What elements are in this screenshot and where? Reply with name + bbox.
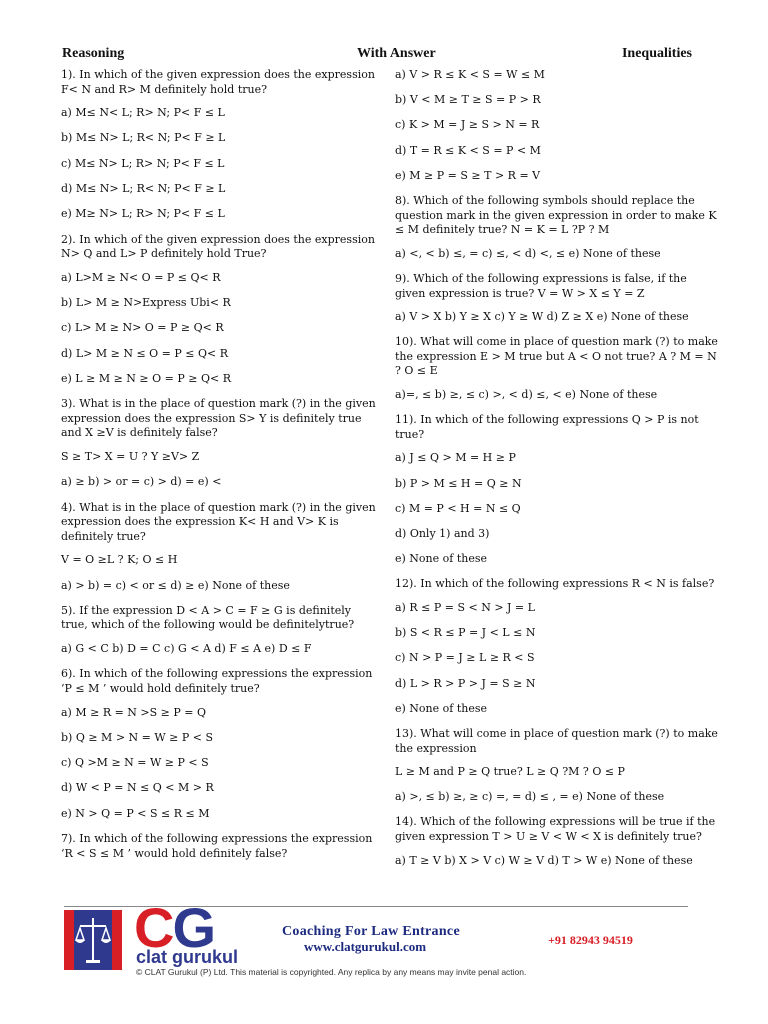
question-text: 9). Which of the following expressions is false, if the given expression is true? V = W > X ≤ Y = Z — [395, 271, 687, 300]
answer-option: c) N > P = J ≥ L ≥ R < S — [395, 651, 535, 665]
question-text: 4). What is in the place of question mark (?) in the given expression does the expression K< H and V> K is definitely true? — [61, 500, 376, 543]
question-text: 10). What will come in place of question mark (?) to make the expression E > M true but A < O not true? A ? M = N ? O ≤ E — [395, 335, 718, 378]
question-text: 8). Which of the following symbols should replace the question mark in the given expression in order to make K ≤ M definitely true? N = K = L ?P ? M — [395, 193, 717, 237]
answer-option: d) Only 1) and 3) — [395, 527, 490, 540]
logo-letter-g: G — [172, 896, 215, 959]
answer-option: S ≥ T> X = U ? Y ≥V> Z — [61, 449, 200, 463]
website-link[interactable]: www.clatgurukul.com — [304, 939, 427, 954]
answer-option: e) N > Q = P < S ≤ R ≤ M — [61, 806, 210, 820]
answer-option: e) None of these — [395, 552, 487, 566]
answer-option: d) W < P = N ≤ Q < M > R — [61, 781, 214, 795]
phone-number: +91 82943 94519 — [548, 933, 633, 947]
answer-option: a) M ≥ R = N >S ≥ P = Q — [61, 705, 207, 719]
answer-option: a) V > X b) Y ≥ X c) Y ≥ W d) Z ≥ X e) None of these — [395, 310, 689, 324]
answer-option: d) T = R ≤ K < S = P < M — [395, 143, 541, 157]
answer-option: a) R ≤ P = S < N > J = L — [395, 600, 535, 614]
answer-option: c) M≤ N> L; R> N; P< F ≤ L — [61, 156, 225, 170]
header-subject: Reasoning — [62, 46, 125, 61]
brand-name: clat gurukul — [136, 947, 239, 967]
answer-option: d) L > R > P > J = S ≥ N — [395, 676, 536, 690]
question-text: 6). In which of the following expressions the expression ‘P ≤ M ’ would hold definitely true? — [61, 667, 373, 695]
answer-option: c) Q >M ≥ N = W ≥ P < S — [61, 756, 209, 770]
brand-tagline: Coaching For Law Entrance — [282, 924, 460, 939]
answer-option: a) T ≥ V b) X > V c) W ≥ V d) T > W e) None of these — [395, 853, 693, 867]
question-text: 12). In which of the following expressions R < N is false? — [395, 577, 715, 591]
answer-option: b) L> M ≥ N>Express Ubi< R — [61, 296, 231, 310]
header-title: With Answer — [357, 46, 436, 61]
header-topic: Inequalities — [621, 46, 692, 61]
question-text: 2). In which of the given expression does the expression N> Q and L> P definitely hold True? — [61, 232, 375, 261]
answer-option: a) >, ≤ b) ≥, ≥ c) =, = d) ≤ , = e) None of these — [395, 790, 665, 804]
question-text: 14). Which of the following expressions will be true if the given expression T > U ≥ V < W < X is definitely true? — [395, 815, 716, 844]
answer-option: c) L> M ≥ N> O = P ≥ Q< R — [61, 321, 224, 335]
answer-option: c) M = P < H = N ≤ Q — [395, 501, 521, 515]
answer-option: b) M≤ N> L; R< N; P< F ≥ L — [61, 131, 226, 145]
scales-of-justice-logo-icon — [64, 910, 122, 970]
answer-option: L ≥ M and P ≥ Q true? L ≥ Q ?M ? O ≤ P — [395, 765, 625, 779]
answer-option: d) L> M ≥ N ≤ O = P ≤ Q< R — [61, 346, 229, 360]
answer-option: e) M ≥ P = S ≥ T > R = V — [395, 168, 541, 182]
answer-option: V = O ≥L ? K; O ≤ H — [61, 553, 178, 567]
question-text: 13). What will come in place of question mark (?) to make the expression — [395, 726, 718, 755]
copyright-notice: © CLAT Gurukul (P) Ltd. This material is copyrighted. Any replica by any means may invite penal action. — [136, 967, 527, 977]
question-text: 3). What is in the place of question mark (?) in the given expression does the expression S> Y is definitely true and X ≥V is definitely false? — [61, 397, 376, 440]
answer-option: b) V < M ≥ T ≥ S = P > R — [395, 93, 541, 107]
right-column — [395, 68, 720, 879]
answer-option: b) Q ≥ M > N = W ≥ P < S — [61, 730, 214, 744]
answer-option: a) ≥ b) > or = c) > d) = e) < — [61, 475, 222, 489]
answer-option: a) J ≤ Q > M = H ≥ P — [395, 451, 516, 465]
logo-letter-c: C — [134, 896, 173, 959]
question-text: 1). In which of the given expression does the expression F< N and R> M definitely hold true? — [61, 68, 375, 96]
answer-option: a) G < C b) D = C c) G < A d) F ≤ A e) D ≤ F — [61, 642, 312, 656]
answer-option: e) L ≥ M ≥ N ≥ O = P ≥ Q< R — [61, 371, 231, 385]
answer-option: e) M≥ N> L; R> N; P< F ≤ L — [61, 207, 225, 221]
answer-option: a) <, < b) ≤, = c) ≤, < d) <, ≤ e) None of these — [395, 246, 661, 260]
question-text: 5). If the expression D < A > C = F ≥ G is definitely true, which of the following would be definitelytrue? — [61, 603, 355, 632]
left-column — [61, 68, 381, 870]
answer-option: b) P > M ≤ H = Q ≥ N — [395, 476, 522, 490]
question-text: 7). In which of the following expressions the expression ‘R < S ≤ M ’ would hold definitely false? — [61, 831, 373, 860]
answer-option: e) None of these — [395, 701, 487, 715]
page-header — [62, 46, 692, 66]
answer-option: a) > b) = c) < or ≤ d) ≥ e) None of these — [61, 578, 290, 592]
answer-option: a) M≤ N< L; R> N; P< F ≤ L — [61, 106, 225, 120]
question-text: 11). In which of the following expressions Q > P is not true? — [395, 413, 699, 441]
answer-option: a) V > R ≤ K < S = W ≤ M — [395, 68, 545, 81]
answer-option: d) M≤ N> L; R< N; P< F ≥ L — [61, 182, 226, 196]
answer-option: a) L>M ≥ N< O = P ≤ Q< R — [61, 270, 221, 284]
answer-option: c) K > M = J ≥ S > N = R — [395, 118, 540, 132]
answer-option: b) S < R ≤ P = J < L ≤ N — [395, 626, 536, 640]
answer-option: a)=, ≤ b) ≥, ≤ c) >, < d) ≤, < e) None of these — [395, 388, 658, 402]
